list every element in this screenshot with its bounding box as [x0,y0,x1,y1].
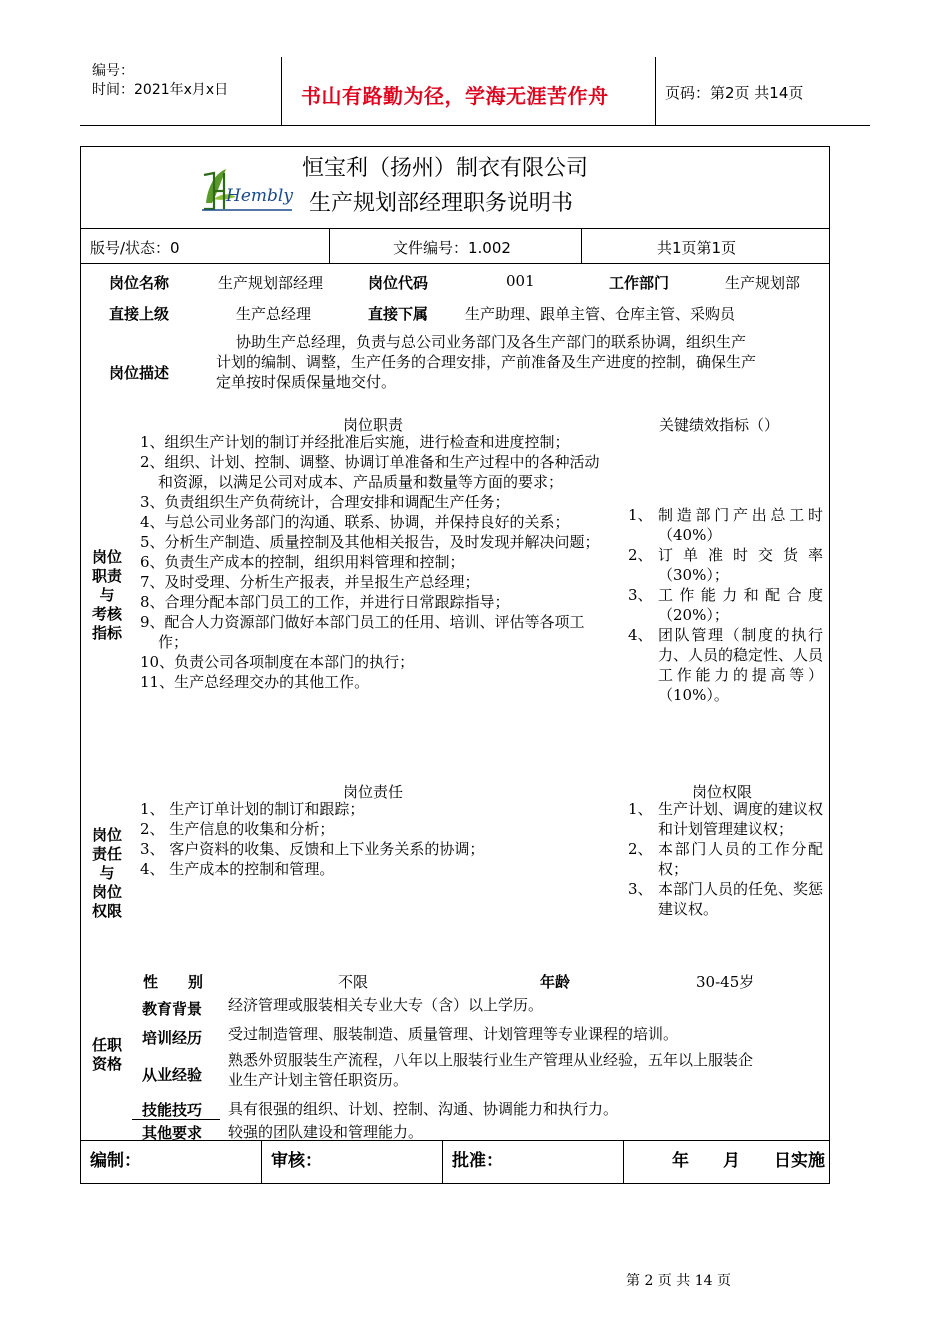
list-item: 3、 客户资料的收集、反馈和上下业务关系的协调； [140,840,485,858]
kpi-item: 4、 团队管理（制度的执行力、人员的稳定性、人员工作能力的提高等）（10%）。 [628,626,824,704]
signoff-top-rule [80,1140,830,1141]
age-label: 年龄 [540,973,571,991]
list-item: 10、负责公司各项制度在本部门的执行； [140,653,415,671]
footer-page-number: 第 2 页 共 14 页 [626,1273,731,1289]
duties-header: 岗位职责 [343,416,404,434]
position-name: 生产规划部经理 [218,274,324,292]
approved-by-label: 批准： [452,1151,503,1171]
kpi-header: 关键绩效指标（） [659,416,780,434]
list-item: 8、合理分配本部门员工的工作，并进行日常跟踪指导； [140,593,510,611]
description-line: 计划的编制、调整，生产任务的合理安排，产前准备及生产进度的控制，确保生产 [216,353,757,371]
meta-divider-2 [581,228,582,263]
training-label: 培训经历 [142,1029,203,1047]
list-item: 4、 生产成本的控制和管理。 [140,860,335,878]
superior-label: 直接上级 [109,305,170,323]
superior: 生产总经理 [236,305,312,323]
responsibility-side-label: 岗位 责任 与 岗位 权限 [91,826,122,920]
kpi-item: 3、 工作能力和配合度（20%）； [628,586,823,624]
motto: 书山有路勤为径，学海无涯苦作舟 [301,84,609,108]
list-item: 5、分析生产制造、质量控制及其他相关报告，及时发现并解决问题； [140,533,600,551]
rights-item: 3、 本部门人员的任免、奖惩建议权。 [628,880,824,918]
rights-list [628,799,823,919]
meta-divider-1 [329,228,330,263]
department-label: 工作部门 [609,274,670,292]
experience-label: 从业经验 [142,1066,203,1084]
list-item: 6、负责生产成本的控制，组织用料管理和控制； [140,553,465,571]
company-name: 恒宝利（扬州）制衣有限公司 [302,156,589,181]
title-box-divider [80,228,830,229]
version-status: 版号/状态：0 [90,239,180,257]
skills-underline [132,1119,220,1120]
effective-date-label: 年 月 日实施 [672,1151,825,1171]
list-item: 1、组织生产计划的制订并经批准后实施，进行检查和进度控制； [140,433,570,451]
rights-item: 1、 生产计划、调度的建议权和计划管理建议权； [628,800,824,838]
experience-line: 熟悉外贸服装生产流程，八年以上服装行业生产管理从业经验，五年以上服装企 [228,1051,754,1069]
description-label: 岗位描述 [109,364,170,382]
logo-wordmark: Hembly [226,186,293,206]
other-label: 其他要求 [142,1124,203,1142]
responsibility-header: 岗位责任 [343,783,404,801]
experience-line: 业生产计划主管任职资历。 [228,1071,409,1089]
header-divider-left [281,57,282,125]
experience [228,1050,824,1090]
reviewed-by-label: 审核： [271,1151,322,1171]
header-divider-right [655,57,656,125]
age: 30-45岁 [696,973,755,991]
signoff-divider-2 [442,1140,443,1183]
position-code: 001 [506,272,535,290]
skills-label: 技能技巧 [142,1101,203,1119]
list-item: 7、及时受理、分析生产报表，并呈报生产总经理； [140,573,480,591]
prepared-by-label: 编制： [90,1151,141,1171]
duties-list [140,432,612,692]
kpi-item: 1、 制造部门产出总工时（40%） [628,506,823,544]
list-item: 2、 生产信息的收集和分析； [140,820,335,838]
education-label: 教育背景 [142,1000,203,1018]
rights-item: 2、 本部门人员的工作分配权； [628,840,823,878]
signoff-divider-3 [623,1140,624,1183]
qualification-side-label: 任职 资格 [91,1036,122,1073]
description [216,332,826,392]
list-item: 1、 生产订单计划的制订和跟踪； [140,800,365,818]
list-item: 4、与总公司业务部门的沟通、联系、协调，并保持良好的关系； [140,513,570,531]
kpi-list [628,505,823,705]
list-item: 2、组织、计划、控制、调整、协调订单准备和生产过程中的各种活动和资源，以满足公司对成本、产品质量和数量等方面的要求； [140,453,600,491]
body-left-border [80,262,81,1184]
position-code-label: 岗位代码 [368,274,429,292]
gender: 不限 [338,973,369,991]
list-item: 3、负责组织生产负荷统计，合理安排和调配生产任务； [140,493,510,511]
signoff-divider-1 [261,1140,262,1183]
subordinates: 生产助理、跟单主管、仓库主管、采购员 [465,305,736,323]
list-item: 9、配合人力资源部门做好本部门员工的任用、培训、评估等各项工作； [140,613,585,651]
list-item: 11、生产总经理交办的其他工作。 [140,673,370,691]
body-right-border [829,262,830,1184]
responsibility-list [140,799,610,879]
signoff-bottom-rule [80,1183,830,1184]
doc-title: 生产规划部经理职务说明书 [309,191,574,216]
header-rule [80,125,870,126]
subordinate-label: 直接下属 [368,305,429,323]
training: 受过制造管理、服装制造、质量管理、计划管理等专业课程的培训。 [228,1025,679,1043]
file-number: 文件编号：1.002 [393,239,511,257]
education: 经济管理或服装相关专业大专（含）以上学历。 [228,996,544,1014]
doc-number-label: 编号： [92,63,134,79]
position-name-label: 岗位名称 [109,274,170,292]
duties-side-label: 岗位 职责 与 考核 指标 [91,548,122,642]
skills: 具有很强的组织、计划、控制、沟通、协调能力和执行力。 [228,1100,619,1118]
page-indicator: 页码：第2页 共14页 [665,84,804,102]
page-count: 共1页第1页 [657,239,737,257]
gender-label: 性 别 [143,973,204,991]
other-requirements: 较强的团队建设和管理能力。 [228,1123,424,1141]
rights-header: 岗位权限 [692,783,753,801]
doc-date-label: 时间：2021年x月x日 [92,82,229,98]
description-line: 协助生产总经理，负责与总公司业务部门及各生产部门的联系协调，组织生产 [236,333,747,351]
kpi-item: 2、 订单准时交货率（30%）； [628,546,823,584]
department: 生产规划部 [725,274,801,292]
description-line: 定单按时保质保量地交付。 [216,373,397,391]
